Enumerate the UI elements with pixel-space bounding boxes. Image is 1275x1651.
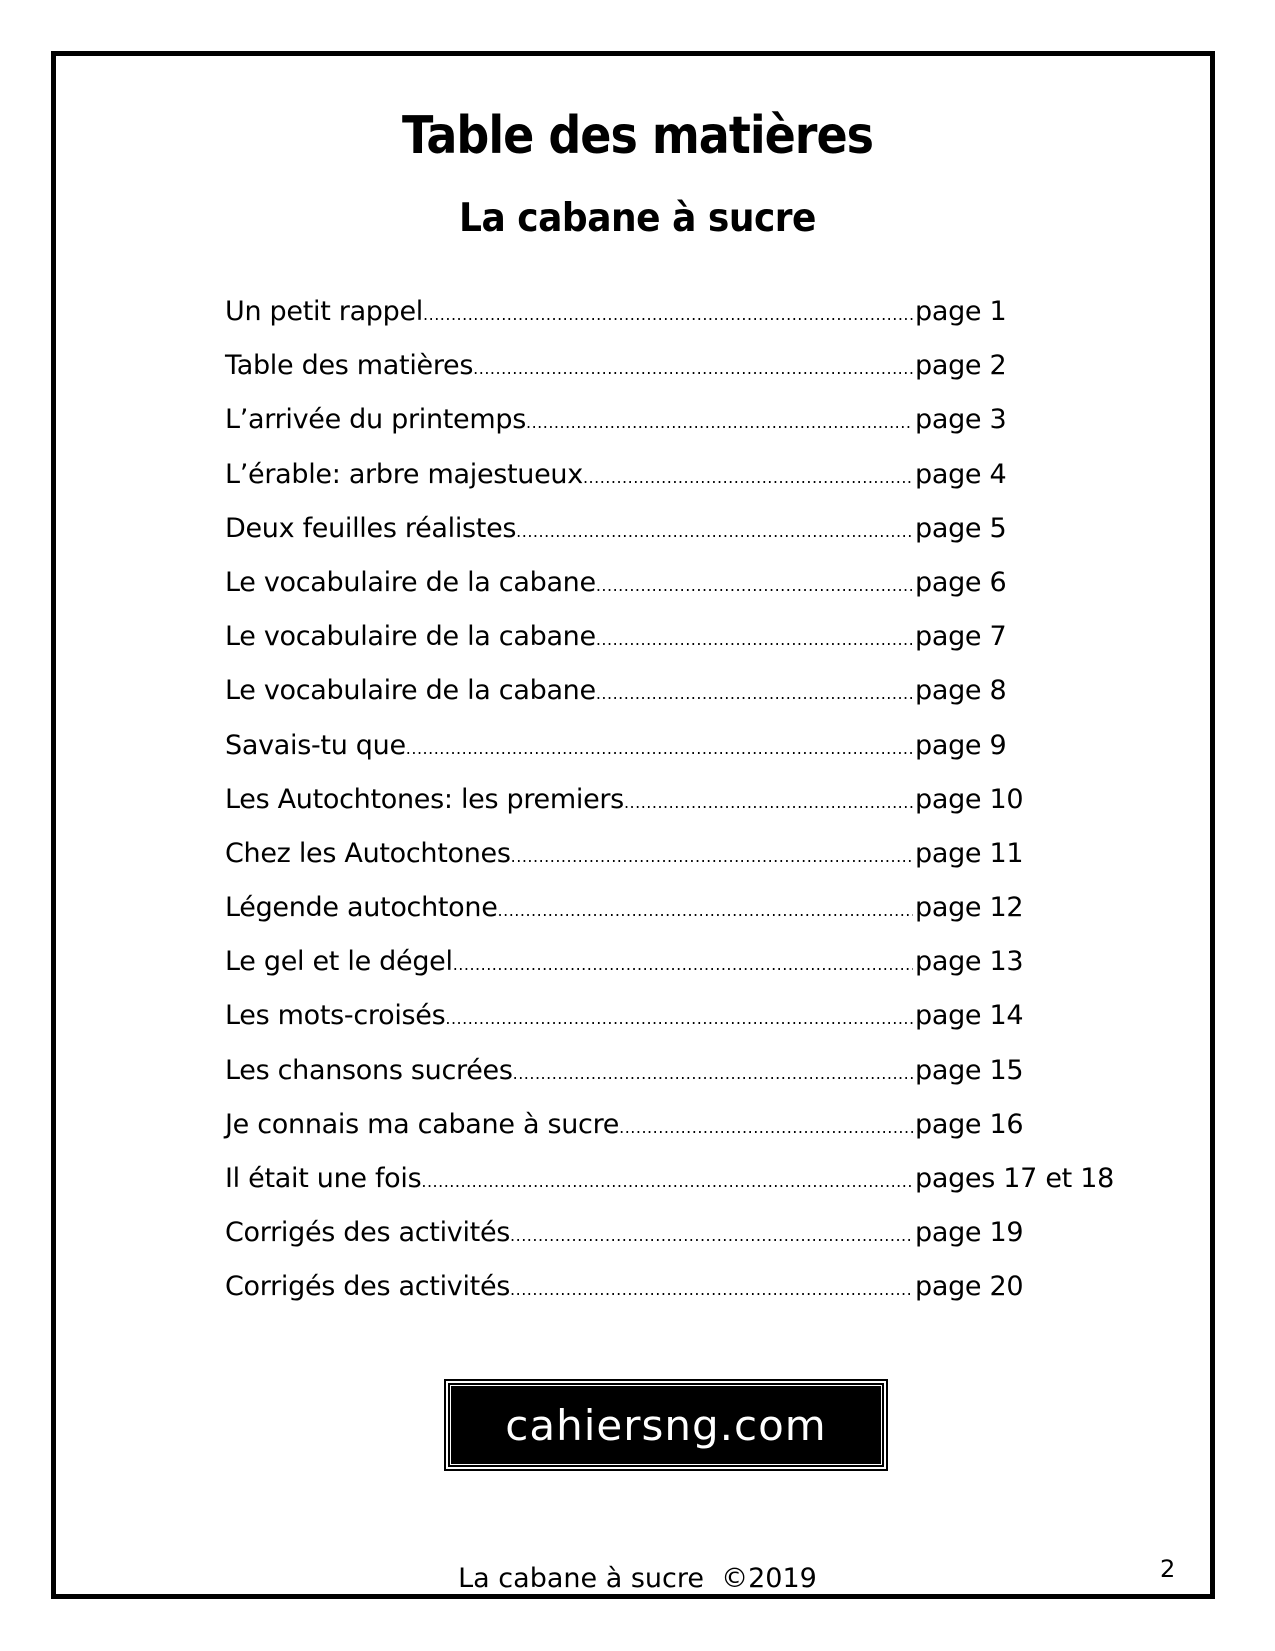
- toc-entry: [225, 1163, 1125, 1217]
- toc-entry-page: page 9: [915, 729, 1007, 761]
- toc-entry-page: page 13: [915, 946, 1024, 978]
- toc-dot-leader: [510, 1271, 913, 1298]
- toc-entry-page: page 2: [915, 350, 1007, 382]
- toc-entry-page: page 5: [915, 512, 1007, 544]
- toc-dot-leader: [498, 892, 913, 919]
- toc-entry-title: Les chansons sucrées: [225, 1054, 513, 1086]
- toc-entry-title: Les Autochtones: les premiers: [225, 783, 624, 815]
- toc-entry-page: page 8: [915, 675, 1007, 707]
- toc-entry-page: page 14: [915, 1000, 1024, 1032]
- toc-entry-page: page 11: [915, 837, 1024, 869]
- toc-entry: [225, 1000, 1125, 1054]
- toc-entry-page: page 3: [915, 404, 1007, 436]
- page-title: Table des matières: [401, 104, 874, 166]
- toc-entry-page: page 20: [915, 1271, 1024, 1303]
- toc-entry-page: page 16: [915, 1108, 1024, 1140]
- toc-entry-title: Le vocabulaire de la cabane: [225, 675, 596, 707]
- toc-entry: [225, 1271, 1125, 1325]
- page-number: 2: [1160, 1555, 1176, 1583]
- table-of-contents: [225, 296, 1125, 1326]
- toc-entry-title: L’arrivée du printemps: [225, 404, 526, 436]
- toc-entry-title: Je connais ma cabane à sucre: [225, 1108, 620, 1140]
- toc-entry: [225, 675, 1125, 729]
- toc-entry-title: Les mots-croisés: [225, 1000, 446, 1032]
- toc-entry-title: Il était une fois: [225, 1163, 422, 1194]
- toc-entry-page: page 10: [915, 783, 1024, 815]
- footer-text: La cabane à sucre ©2019: [458, 1563, 817, 1594]
- toc-entry-title: Légende autochtone: [225, 892, 498, 924]
- toc-dot-leader: [526, 404, 913, 431]
- toc-entry-page: page 7: [915, 621, 1007, 653]
- toc-dot-leader: [596, 567, 913, 594]
- toc-entry-title: Deux feuilles réalistes: [225, 512, 517, 544]
- toc-entry-title: Le vocabulaire de la cabane: [225, 566, 596, 598]
- toc-entry-page: page 15: [915, 1054, 1024, 1086]
- toc-dot-leader: [596, 621, 913, 648]
- toc-entry: [225, 730, 1125, 784]
- toc-entry: [225, 621, 1125, 675]
- toc-dot-leader: [516, 513, 913, 540]
- toc-dot-leader: [624, 784, 913, 811]
- toc-entry: [225, 1217, 1125, 1271]
- toc-entry: [225, 350, 1125, 404]
- toc-entry: [225, 1109, 1125, 1163]
- toc-entry-title: Un petit rappel: [225, 296, 424, 327]
- toc-entry: [225, 459, 1125, 513]
- toc-entry: [225, 946, 1125, 1000]
- toc-dot-leader: [619, 1109, 913, 1136]
- toc-entry-page: page 12: [915, 892, 1024, 924]
- toc-entry-title: Corrigés des activités: [225, 1217, 511, 1249]
- toc-entry-page: page 6: [915, 566, 1007, 598]
- toc-entry: [225, 892, 1125, 946]
- toc-entry: [225, 404, 1125, 458]
- toc-dot-leader: [473, 350, 913, 377]
- toc-entry: [225, 784, 1125, 838]
- toc-entry-title: Chez les Autochtones: [225, 837, 511, 869]
- toc-dot-leader: [423, 296, 913, 323]
- toc-entry-title: Le gel et le dégel: [225, 946, 453, 978]
- toc-entry-title: Corrigés des activités: [225, 1271, 511, 1303]
- page-subtitle: La cabane à sucre: [459, 196, 816, 241]
- toc-entry-page: pages 17 et 18: [915, 1163, 1114, 1194]
- toc-entry-title: Savais-tu que: [225, 729, 406, 761]
- toc-dot-leader: [583, 459, 913, 486]
- toc-entry: [225, 567, 1125, 621]
- toc-dot-leader: [511, 838, 913, 865]
- toc-dot-leader: [406, 730, 913, 757]
- website-label: cahiersng.com: [450, 1385, 882, 1465]
- toc-dot-leader: [445, 1000, 913, 1027]
- toc-dot-leader: [596, 675, 913, 702]
- toc-entry: [225, 296, 1125, 350]
- toc-entry: [225, 1055, 1125, 1109]
- toc-entry-page: page 1: [915, 296, 1007, 327]
- toc-entry: [225, 838, 1125, 892]
- toc-entry-title: L’érable: arbre majestueux: [225, 458, 583, 490]
- toc-entry-page: page 19: [915, 1217, 1024, 1249]
- toc-entry-page: page 4: [915, 458, 1007, 490]
- toc-dot-leader: [453, 946, 913, 973]
- website-banner: [444, 1379, 888, 1471]
- toc-entry: [225, 513, 1125, 567]
- toc-entry-title: Table des matières: [225, 350, 474, 382]
- toc-dot-leader: [421, 1163, 913, 1190]
- toc-entry-title: Le vocabulaire de la cabane: [225, 621, 596, 653]
- toc-dot-leader: [513, 1055, 913, 1082]
- toc-dot-leader: [510, 1217, 913, 1244]
